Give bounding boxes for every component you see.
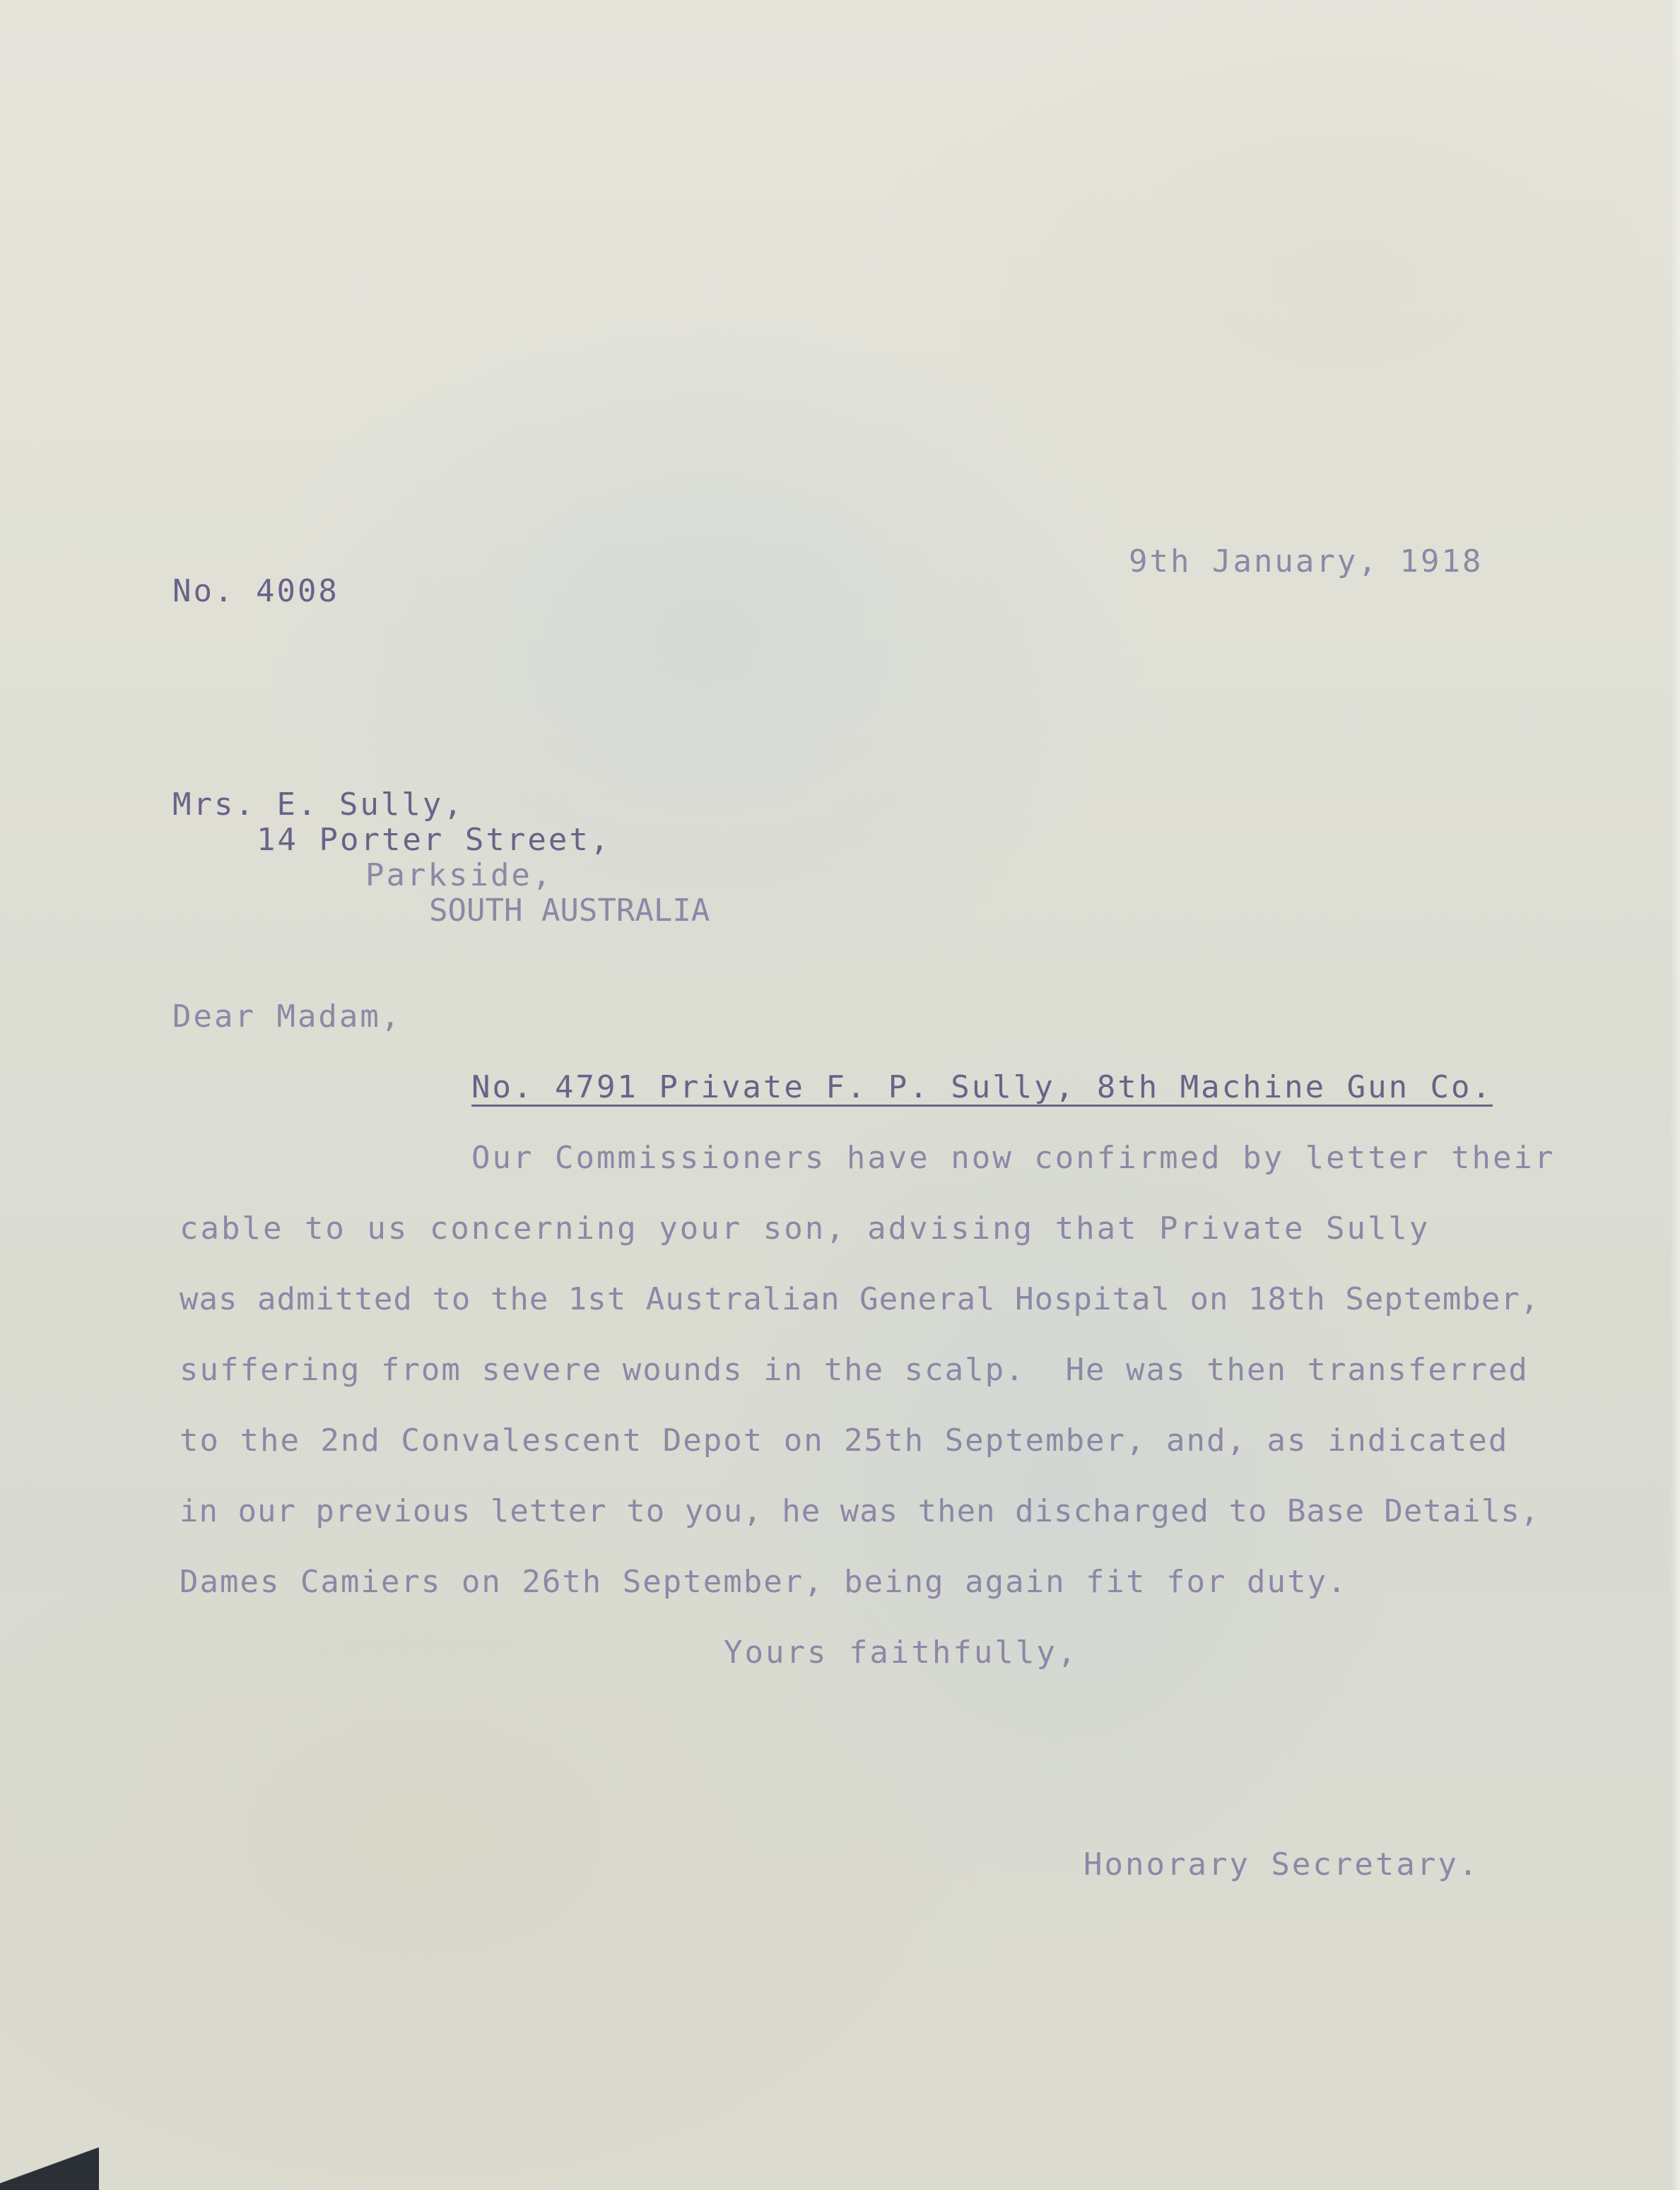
body-line: to the 2nd Convalescent Depot on 25th September, and, as indicated xyxy=(180,1423,1509,1459)
letter-reference: No. 4008 xyxy=(172,573,339,609)
letter-date: 9th January, 1918 xyxy=(1129,543,1484,579)
recipient-state: SOUTH AUSTRALIA xyxy=(429,893,710,929)
body-line: suffering from severe wounds in the scalp. He was then transferred xyxy=(180,1352,1529,1388)
recipient-name: Mrs. E. Sully, xyxy=(172,787,464,823)
paper-edge xyxy=(1670,0,1680,2190)
torn-corner xyxy=(0,2148,99,2190)
salutation: Dear Madam, xyxy=(172,999,402,1035)
body-line: in our previous letter to you, he was then discharged to Base Details, xyxy=(180,1493,1540,1529)
body-line: Dames Camiers on 26th September, being again fit for duty. xyxy=(180,1564,1348,1600)
recipient-street: 14 Porter Street, xyxy=(257,822,611,858)
body-line: cable to us concerning your son, advising that Private Sully xyxy=(180,1211,1431,1247)
body-line: was admitted to the 1st Australian General Hospital on 18th September, xyxy=(180,1281,1540,1317)
subject-line: No. 4791 Private F. P. Sully, 8th Machine Gun Co. xyxy=(471,1069,1493,1105)
body-line: Our Commissioners have now confirmed by letter their xyxy=(471,1140,1556,1176)
closing: Yours faithfully, xyxy=(724,1635,1079,1671)
signature-title: Honorary Secretary. xyxy=(1083,1847,1480,1883)
recipient-suburb: Parkside, xyxy=(365,857,553,893)
